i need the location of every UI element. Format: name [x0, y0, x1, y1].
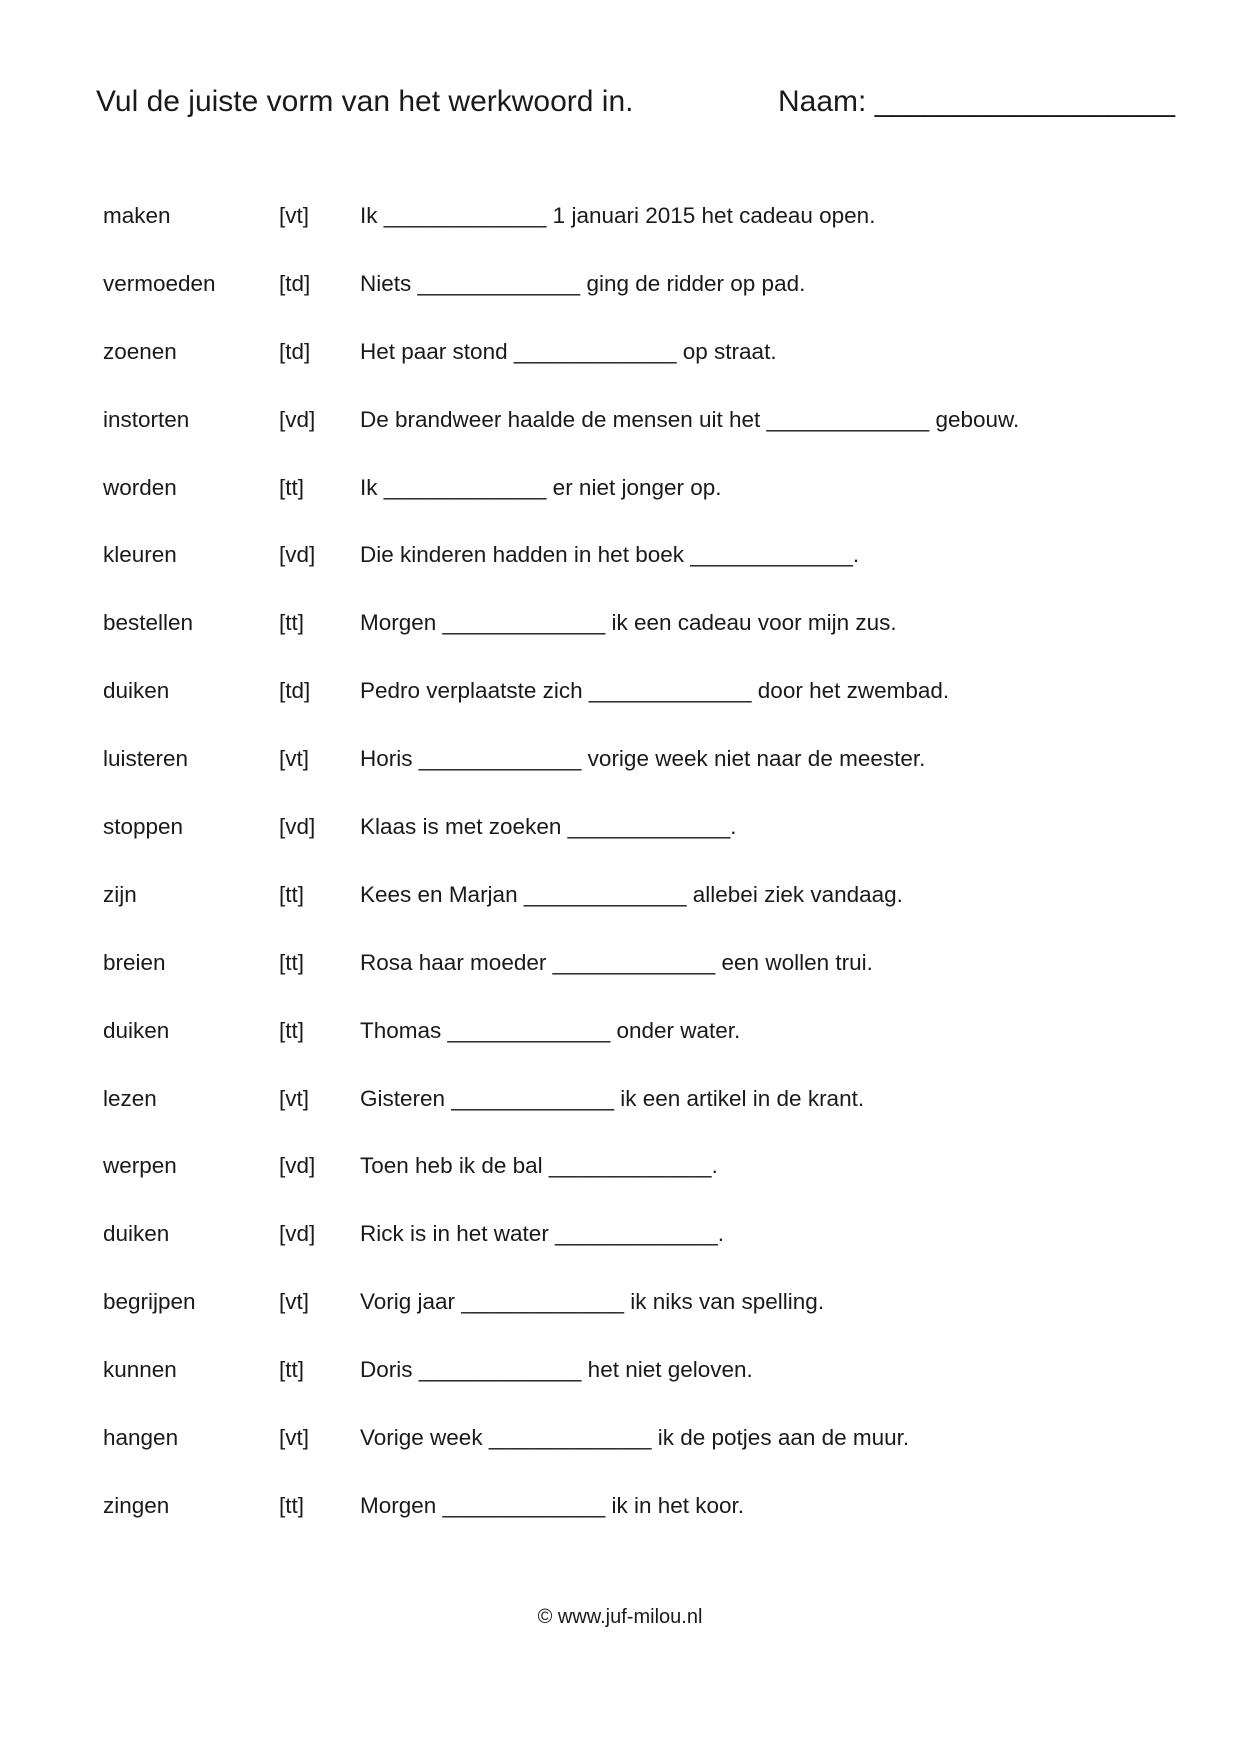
- exercise-tense: [vd]: [279, 406, 316, 432]
- exercise-sentence: Toen heb ik de bal _____________.: [360, 1153, 718, 1179]
- exercise-verb: breien: [103, 949, 166, 975]
- exercise-row: [0, 405, 1240, 473]
- exercise-sentence: Gisteren _____________ ik een artikel in de krant.: [360, 1085, 865, 1111]
- exercise-row: [0, 1491, 1240, 1559]
- exercise-tense: [td]: [279, 338, 311, 364]
- exercise-sentence: Die kinderen hadden in het boek _____________.: [360, 542, 860, 568]
- exercise-tense: [tt]: [279, 1017, 305, 1043]
- exercise-tense: [tt]: [279, 1357, 305, 1383]
- exercise-verb: kleuren: [103, 542, 177, 568]
- exercise-row: [0, 812, 1240, 880]
- exercise-verb: zijn: [103, 881, 137, 907]
- exercise-row: [0, 608, 1240, 676]
- exercise-verb: zoenen: [103, 338, 177, 364]
- exercise-row: [0, 880, 1240, 948]
- exercise-row: [0, 1423, 1240, 1491]
- exercise-row: [0, 1219, 1240, 1287]
- exercise-sentence: Pedro verplaatste zich _____________ door het zwembad.: [360, 678, 950, 704]
- exercise-sentence: Het paar stond _____________ op straat.: [360, 338, 777, 364]
- exercise-verb: luisteren: [103, 746, 189, 772]
- exercise-verb: duiken: [103, 678, 170, 704]
- exercise-sentence: Rick is in het water _____________.: [360, 1221, 724, 1247]
- exercise-row: [0, 269, 1240, 337]
- exercise-row: [0, 337, 1240, 405]
- exercise-tense: [vt]: [279, 1085, 310, 1111]
- exercise-row: [0, 540, 1240, 608]
- exercise-tense: [tt]: [279, 1492, 305, 1518]
- exercise-row: [0, 473, 1240, 541]
- exercise-verb: werpen: [103, 1153, 177, 1179]
- exercise-verb: zingen: [103, 1492, 170, 1518]
- exercise-tense: [vt]: [279, 1425, 310, 1451]
- exercise-verb: worden: [103, 474, 177, 500]
- exercise-sentence: Klaas is met zoeken _____________.: [360, 814, 737, 840]
- exercise-tense: [vd]: [279, 1153, 316, 1179]
- exercise-sentence: Rosa haar moeder _____________ een wollen trui.: [360, 949, 873, 975]
- exercise-tense: [tt]: [279, 474, 305, 500]
- exercise-row: [0, 1084, 1240, 1152]
- exercise-sentence: Kees en Marjan _____________ allebei ziek vandaag.: [360, 881, 903, 907]
- exercise-verb: stoppen: [103, 814, 184, 840]
- exercise-row: [0, 201, 1240, 269]
- exercise-verb: hangen: [103, 1425, 179, 1451]
- exercise-sentence: Ik _____________ 1 januari 2015 het cadeau open.: [360, 203, 876, 228]
- exercise-row: [0, 744, 1240, 812]
- exercise-tense: [td]: [279, 678, 311, 704]
- exercise-tense: [vt]: [279, 746, 310, 772]
- exercise-verb: vermoeden: [103, 270, 216, 296]
- exercise-sentence: Niets _____________ ging de ridder op pad.: [360, 270, 806, 296]
- exercise-sentence: Thomas _____________ onder water.: [360, 1017, 741, 1043]
- exercise-tense: [vd]: [279, 542, 316, 568]
- exercise-tense: [tt]: [279, 949, 305, 975]
- exercise-verb: kunnen: [103, 1357, 177, 1383]
- exercise-sentence: Morgen _____________ ik in het koor.: [360, 1492, 745, 1518]
- exercise-verb: duiken: [103, 1221, 170, 1247]
- exercise-tense: [tt]: [279, 610, 305, 636]
- exercise-tense: [vt]: [279, 1289, 310, 1315]
- exercise-row: [0, 1016, 1240, 1084]
- exercise-sentence: Vorig jaar _____________ ik niks van spelling.: [360, 1289, 825, 1315]
- exercise-row: [0, 1355, 1240, 1423]
- exercise-tense: [vt]: [279, 203, 310, 228]
- exercise-sentence: Morgen _____________ ik een cadeau voor mijn zus.: [360, 610, 897, 636]
- exercise-sentence: Horis _____________ vorige week niet naar de meester.: [360, 746, 926, 772]
- exercise-verb: instorten: [103, 406, 190, 432]
- exercise-verb: maken: [103, 203, 171, 228]
- name-label: Naam: __________________: [778, 85, 1176, 118]
- exercise-row: [0, 676, 1240, 744]
- exercise-sentence: Vorige week _____________ ik de potjes aan de muur.: [360, 1425, 910, 1451]
- exercise-tense: [vd]: [279, 814, 316, 840]
- exercise-tense: [vd]: [279, 1221, 316, 1247]
- exercise-verb: lezen: [103, 1085, 157, 1111]
- exercise-sentence: Ik _____________ er niet jonger op.: [360, 474, 722, 500]
- exercise-sentence: De brandweer haalde de mensen uit het _____________ gebouw.: [360, 406, 1020, 432]
- exercise-verb: bestellen: [103, 610, 194, 636]
- exercise-sentence: Doris _____________ het niet geloven.: [360, 1357, 753, 1383]
- exercise-verb: duiken: [103, 1017, 170, 1043]
- exercise-list: [0, 201, 1240, 1559]
- footer-copyright: © www.juf-milou.nl: [537, 1606, 703, 1628]
- exercise-tense: [tt]: [279, 881, 305, 907]
- exercise-tense: [td]: [279, 270, 311, 296]
- worksheet-title: Vul de juiste vorm van het werkwoord in.: [96, 85, 634, 118]
- exercise-row: [0, 1151, 1240, 1219]
- exercise-row: [0, 948, 1240, 1016]
- exercise-verb: begrijpen: [103, 1289, 196, 1315]
- exercise-row: [0, 1287, 1240, 1355]
